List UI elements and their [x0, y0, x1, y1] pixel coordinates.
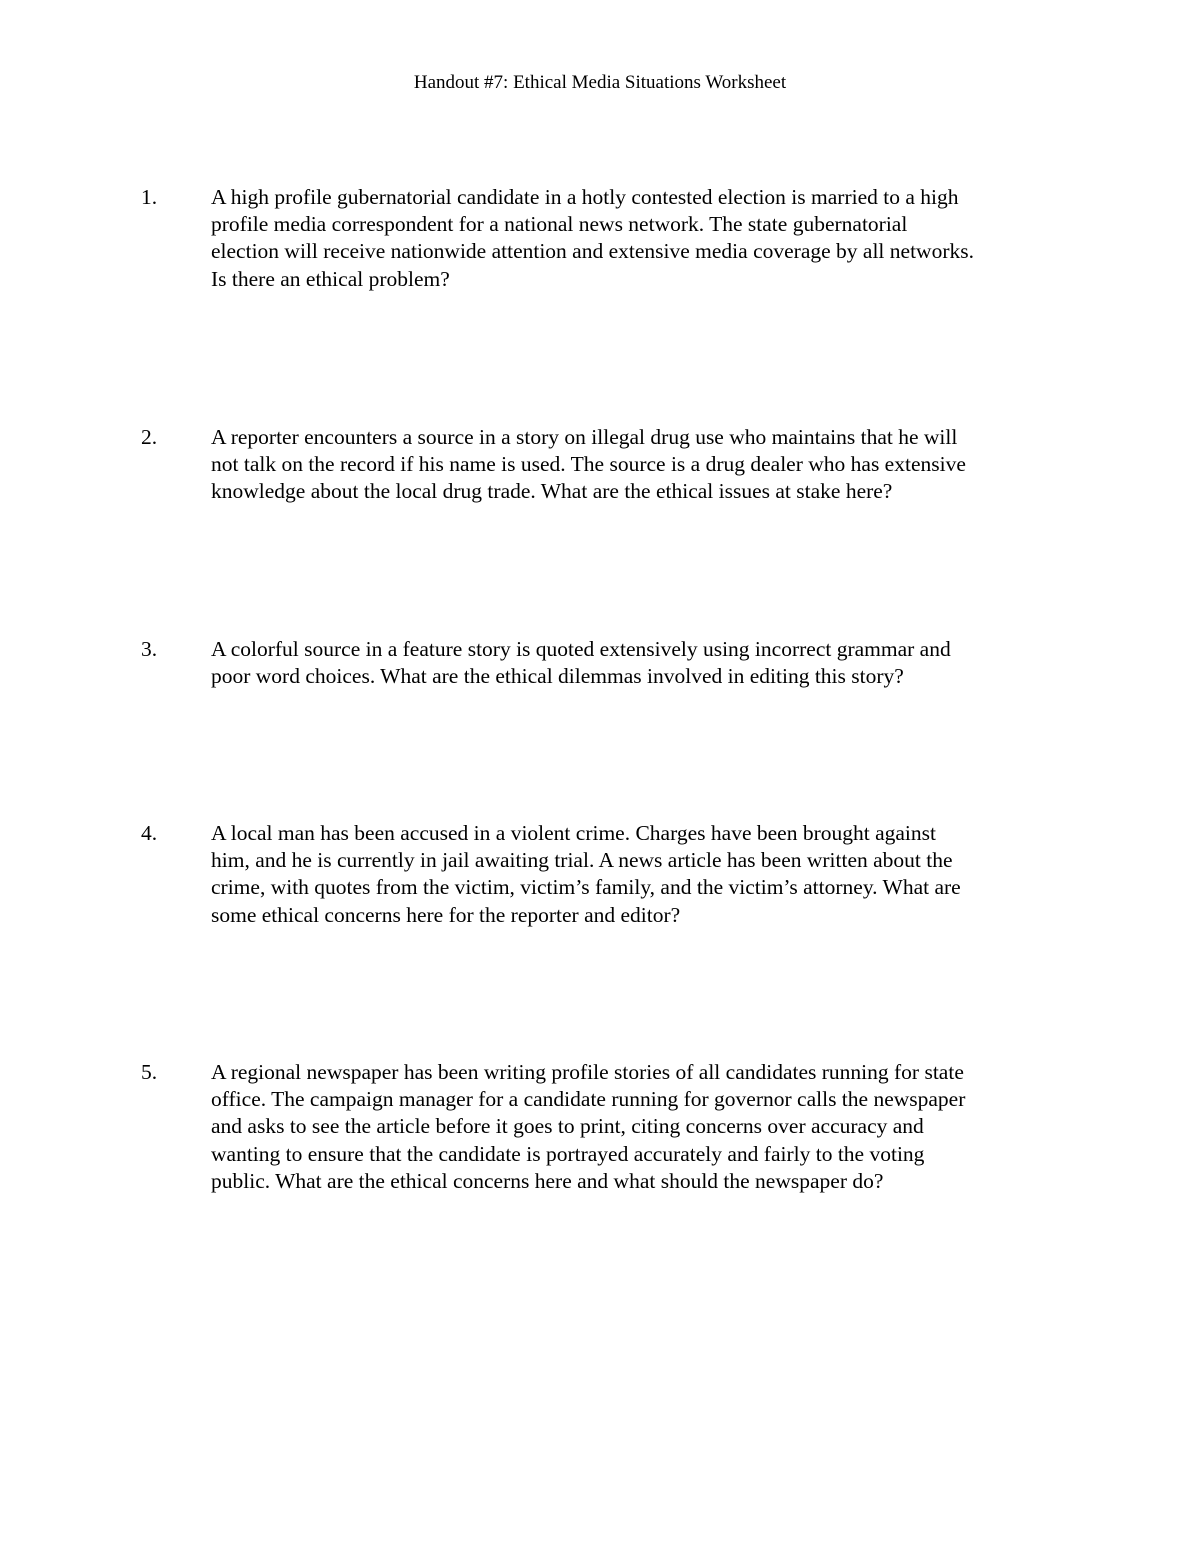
question-number: 2.: [141, 425, 158, 449]
question-line: him, and he is currently in jail awaiting trial. A news article has been written about the: [211, 848, 953, 873]
question-line: public. What are the ethical concerns here and what should the newspaper do?: [211, 1168, 884, 1193]
page-title: Handout #7: Ethical Media Situations Worksheet: [413, 72, 787, 93]
question-text: [211, 820, 1061, 929]
question-number: 1.: [141, 185, 158, 209]
question-text: [211, 1059, 1061, 1195]
question-text: [211, 636, 1061, 690]
question-line: wanting to ensure that the candidate is portrayed accurately and fairly to the voting: [211, 1141, 925, 1166]
question-line: not talk on the record if his name is used. The source is a drug dealer who has extensive: [211, 452, 966, 477]
question-line: election will receive nationwide attention and extensive media coverage by all networks.: [211, 239, 974, 264]
question-line: A local man has been accused in a violent crime. Charges have been brought against: [211, 821, 936, 845]
question-line: and asks to see the article before it goes to print, citing concerns over accuracy and: [211, 1114, 924, 1139]
question-line: profile media correspondent for a national news network. The state gubernatorial: [211, 212, 908, 237]
question-text: [211, 424, 1061, 506]
question-line: Is there an ethical problem?: [211, 266, 450, 291]
question-line: A high profile gubernatorial candidate in a hotly contested election is married to a high: [211, 185, 959, 209]
question-number: 3.: [141, 637, 158, 661]
question-text: [211, 184, 1061, 293]
question-line: office. The campaign manager for a candidate running for governor calls the newspaper: [211, 1087, 966, 1112]
question-number: 5.: [141, 1060, 158, 1084]
question-line: some ethical concerns here for the reporter and editor?: [211, 902, 681, 927]
question-line: A reporter encounters a source in a story on illegal drug use who maintains that he will: [211, 425, 958, 449]
question-line: A colorful source in a feature story is quoted extensively using incorrect grammar and: [211, 637, 951, 661]
question-line: A regional newspaper has been writing profile stories of all candidates running for state: [211, 1060, 964, 1084]
question-line: knowledge about the local drug trade. What are the ethical issues at stake here?: [211, 479, 893, 504]
question-line: poor word choices. What are the ethical dilemmas involved in editing this story?: [211, 664, 904, 689]
question-number: 4.: [141, 821, 158, 845]
question-line: crime, with quotes from the victim, victim’s family, and the victim’s attorney. What are: [211, 875, 961, 900]
